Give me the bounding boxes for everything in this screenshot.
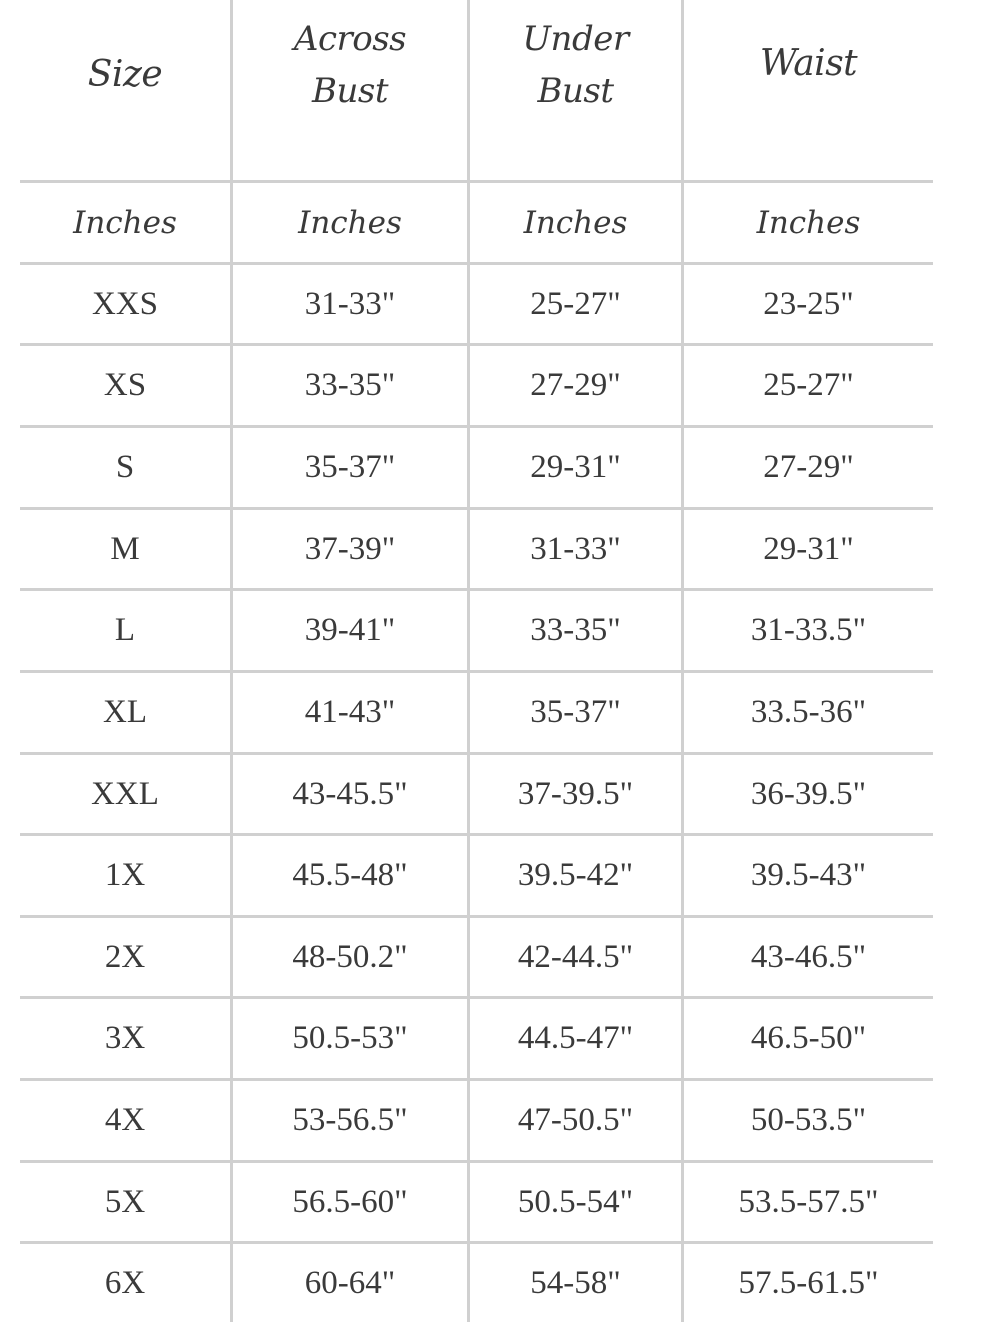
cell-size: XXL xyxy=(91,775,159,812)
cell-waist: 57.5-61.5" xyxy=(738,1264,879,1301)
header-under-bust-line2: Bust xyxy=(537,71,614,111)
cell-size: 1X xyxy=(104,857,146,893)
cell-size: 5X xyxy=(104,1183,146,1220)
header-across-bust xyxy=(233,5,467,125)
cell-under-bust: 27-29" xyxy=(530,367,621,403)
cell-under-bust: 42-44.5" xyxy=(517,938,634,975)
cell-across-bust: 43-45.5" xyxy=(292,775,408,812)
unit-label-under-bust: Inches xyxy=(523,204,628,241)
cell-size: XL xyxy=(103,694,147,730)
cell-size: 2X xyxy=(104,938,146,975)
cell-across-bust: 31-33" xyxy=(304,285,396,322)
cell-under-bust: 47-50.5" xyxy=(517,1102,634,1138)
cell-across-bust: 56.5-60" xyxy=(292,1183,408,1220)
cell-waist: 39.5-43" xyxy=(750,857,867,893)
unit-label-waist: Inches xyxy=(756,204,861,241)
cell-under-bust: 33-35" xyxy=(530,612,621,648)
cell-waist: 43-46.5" xyxy=(750,938,867,975)
unit-label-size: Inches xyxy=(73,204,177,241)
cell-waist: 29-31" xyxy=(763,530,854,567)
cell-under-bust: 50.5-54" xyxy=(517,1183,634,1220)
cell-waist: 27-29" xyxy=(763,449,854,485)
cell-across-bust: 33-35" xyxy=(304,367,396,403)
cell-waist: 23-25" xyxy=(763,285,854,322)
header-waist-label: Waist xyxy=(759,43,858,84)
cell-size: XS xyxy=(103,367,147,403)
cell-under-bust: 35-37" xyxy=(530,694,621,730)
cell-across-bust: 48-50.2" xyxy=(292,938,408,975)
cell-size: XXS xyxy=(91,285,159,322)
cell-across-bust: 50.5-53" xyxy=(292,1020,408,1056)
cell-waist: 33.5-36" xyxy=(750,694,867,730)
cell-size: S xyxy=(115,449,135,485)
header-waist xyxy=(684,0,933,128)
size-chart-table xyxy=(20,0,933,1322)
cell-waist: 25-27" xyxy=(763,367,854,403)
cell-under-bust: 37-39.5" xyxy=(517,775,634,812)
cell-size: 3X xyxy=(104,1020,146,1056)
cell-under-bust: 31-33" xyxy=(530,530,621,567)
cell-size: L xyxy=(114,612,136,648)
cell-size: 4X xyxy=(104,1102,146,1138)
header-under-bust-line1: Under xyxy=(522,19,629,59)
cell-waist: 53.5-57.5" xyxy=(738,1183,879,1220)
cell-across-bust: 37-39" xyxy=(304,530,396,567)
unit-label-across-bust: Inches xyxy=(298,204,402,241)
cell-waist: 46.5-50" xyxy=(750,1020,867,1056)
cell-across-bust: 35-37" xyxy=(304,449,396,485)
header-size xyxy=(20,0,230,150)
cell-across-bust: 41-43" xyxy=(304,694,396,730)
header-across-bust-line2: Bust xyxy=(312,71,388,111)
cell-size: 6X xyxy=(104,1264,146,1301)
cell-waist: 50-53.5" xyxy=(750,1102,867,1138)
cell-across-bust: 53-56.5" xyxy=(292,1102,408,1138)
cell-across-bust: 45.5-48" xyxy=(292,857,408,893)
cell-waist: 36-39.5" xyxy=(750,775,867,812)
cell-across-bust: 60-64" xyxy=(304,1264,396,1301)
cell-under-bust: 39.5-42" xyxy=(517,857,634,893)
cell-across-bust: 39-41" xyxy=(304,612,396,648)
header-size-label: Size xyxy=(87,54,163,95)
cell-size: M xyxy=(110,530,140,567)
cell-under-bust: 25-27" xyxy=(530,285,621,322)
header-across-bust-line1: Across xyxy=(293,19,407,59)
header-under-bust xyxy=(470,5,681,125)
cell-waist: 31-33.5" xyxy=(750,612,867,648)
cell-under-bust: 29-31" xyxy=(530,449,621,485)
cell-under-bust: 44.5-47" xyxy=(517,1020,634,1056)
cell-under-bust: 54-58" xyxy=(530,1264,621,1301)
